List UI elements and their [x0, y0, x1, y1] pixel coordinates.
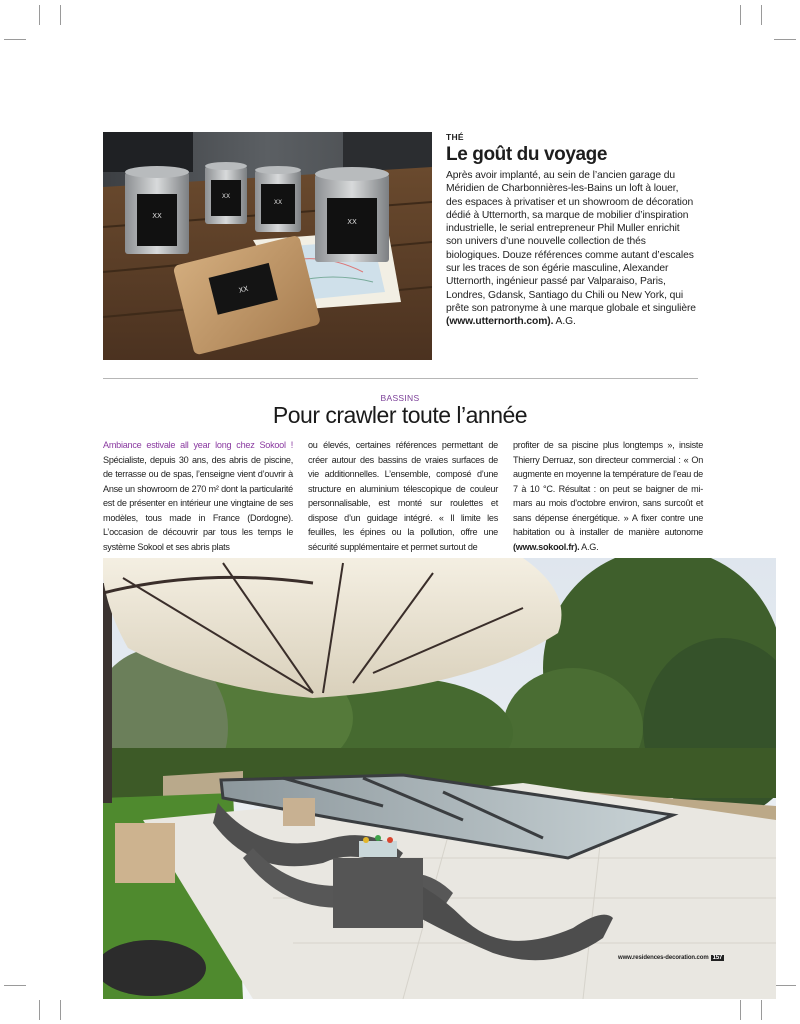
tin-label: XX	[347, 218, 357, 226]
bassins-col1-text: Spécialiste, depuis 30 ans, des abris de piscine, de terrasse ou de spas, l’enseigne vient d’ouvrir à Anse un showroom de 270 m² dont la particularité est de présenter en intérieur une vingtaine de ses modèles, tous made in France (Dordogne). L’occasion de découvrir par tous les temps le système Sokool et ses abris plats	[103, 454, 293, 552]
tea-kicker: THÉ	[446, 132, 464, 142]
page-number: 157	[712, 955, 723, 961]
crop-mark	[4, 985, 26, 986]
tea-link[interactable]: (www.utternorth.com).	[446, 316, 554, 328]
crop-mark	[761, 1000, 762, 1020]
crop-mark	[4, 39, 26, 40]
bassins-title: Pour crawler toute l’année	[272, 402, 528, 428]
tea-tins-illustration	[103, 132, 432, 360]
crop-mark	[740, 5, 741, 25]
bassins-column-3	[513, 438, 703, 554]
bassins-col3-text: profiter de sa piscine plus longtemps », insiste Thierry Derruaz, son directeur commercial : « On augmente en moyenne la température de l’eau de 7 à 10 °C. Résultat : on peut se baigner de mi-mars au mois d’octobre environ, sans surcoût et sans dépense énergétique. » A fixer contre une habitation ou à installer de manière autonome	[513, 440, 703, 537]
footer-website: www.residences-decoration.com	[618, 955, 709, 961]
bassins-link[interactable]: (www.sokool.fr).	[513, 541, 580, 552]
bassins-col2-text: ou élevés, certaines références permettant de créer autour des bassins de vraies surfaces de vie additionnelles. L’ensemble, composé d’une structure en aluminium télescopique de couleur personnalisable, est monté sur roulettes et dispose d’un guidage intégré. « Il limite les feuilles, les épines ou la pollution, offre une sécurité supplémentaire et permet surtout de	[308, 440, 498, 552]
crop-mark	[39, 1000, 40, 1020]
section-divider	[103, 378, 698, 379]
crop-mark	[774, 39, 796, 40]
tea-photo	[103, 132, 432, 360]
crop-mark	[774, 985, 796, 986]
bassins-lead: Ambiance estivale all year long chez Sokool !	[103, 440, 293, 450]
tin-label: XX	[152, 212, 162, 220]
crop-mark	[60, 1000, 61, 1020]
tea-article	[446, 132, 696, 329]
bassins-kicker: BASSINS	[380, 393, 420, 403]
tea-author: A.G.	[553, 316, 576, 328]
crop-mark	[39, 5, 40, 25]
crop-mark	[60, 5, 61, 25]
tea-body	[446, 169, 696, 329]
pool-photo	[103, 558, 776, 999]
bassins-column-2	[308, 438, 498, 554]
bassins-column-1	[103, 438, 293, 554]
crop-mark	[740, 1000, 741, 1020]
tea-body-text: Après avoir implanté, au sein de l’ancien garage du Méridien de Charbonnières-les-Bains un loft à louer, des espaces à privatiser et un showroom de décoration dédié à Utternorth, sa marque de mobilier d’inspiration industrielle, le serial entrepreneur Phil Muller enrichit son univers d’une nouvelle collection de thés biologiques. Douze références comme autant d’escales sur les traces de son égérie masculine, Alexander Utternorth, ingénieur passé par Valparaiso, Paris, Londres, Gdansk, Santiago du Chili ou New York, qui prête son patronyme à une marque globale et singulière	[446, 170, 696, 314]
pool-terrace-illustration	[103, 558, 776, 999]
pouch-label: XX	[237, 284, 250, 295]
tea-title: Le goût du voyage	[446, 144, 608, 165]
tin-label: XX	[221, 193, 231, 200]
crop-mark	[761, 5, 762, 25]
footer-credit	[618, 955, 724, 961]
bassins-author: A.G.	[579, 541, 599, 552]
tin-label: XX	[273, 199, 283, 206]
